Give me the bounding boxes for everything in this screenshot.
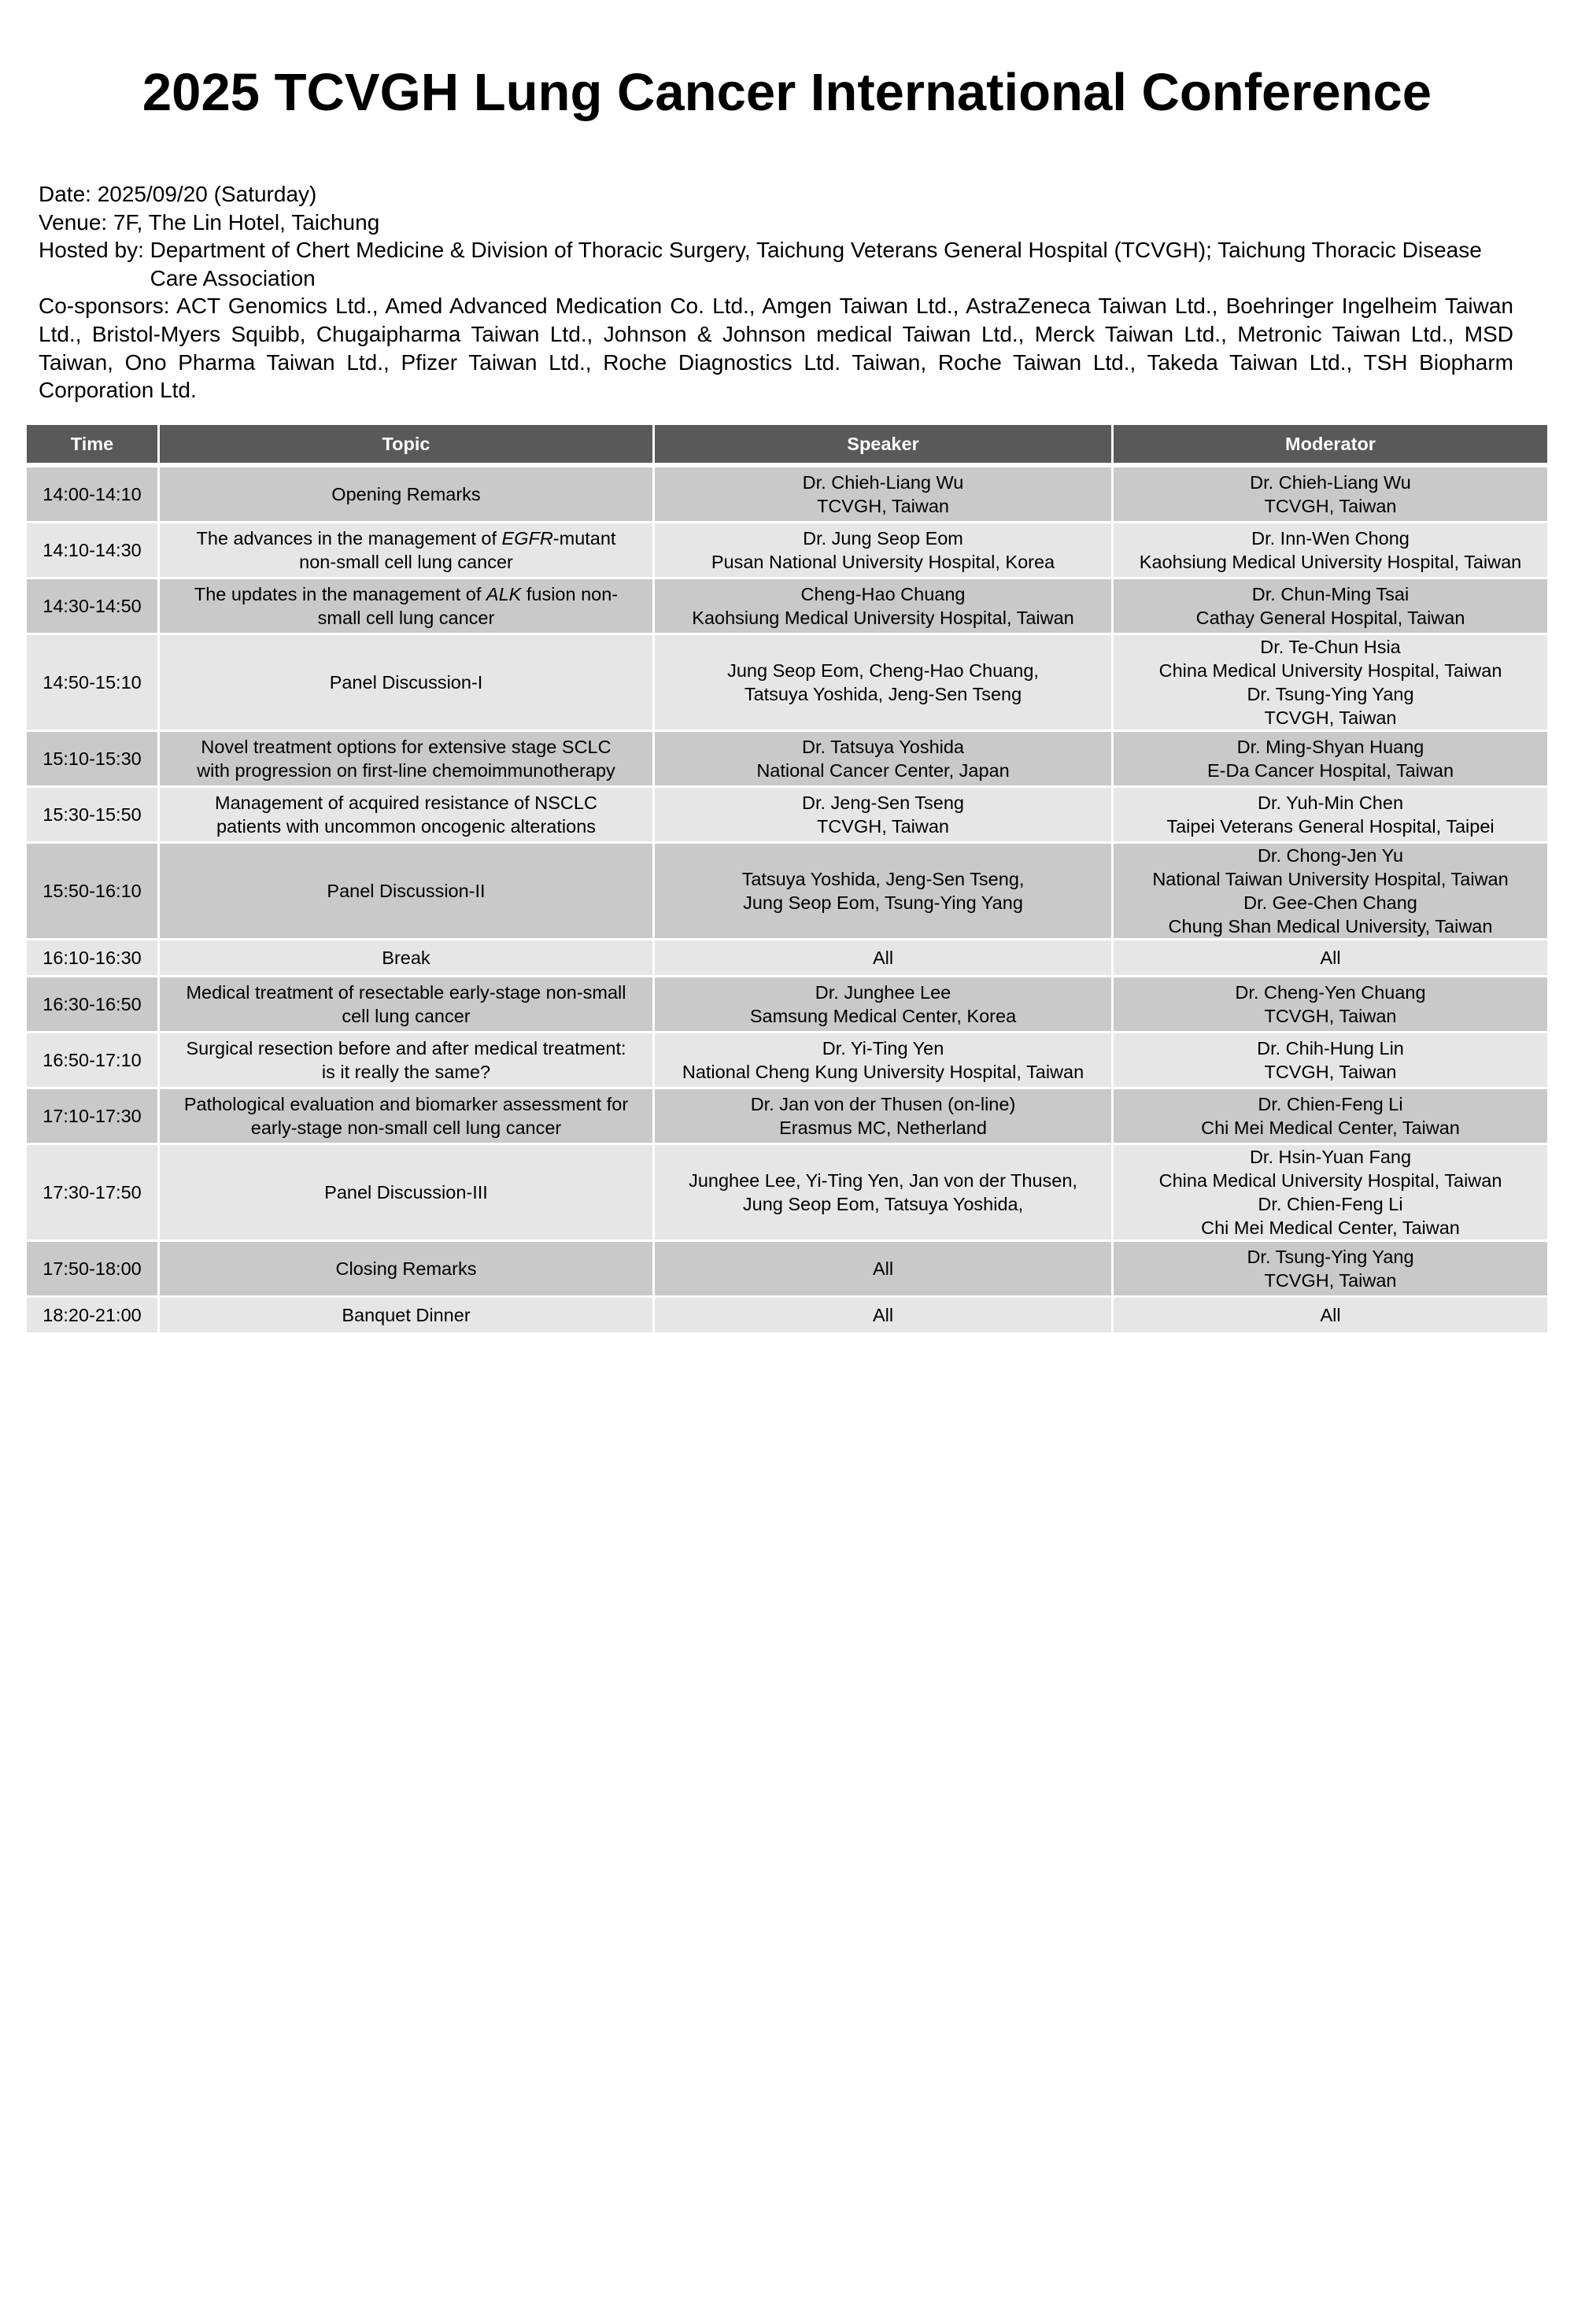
moderator-line: Dr. Te-Chun Hsia xyxy=(1260,637,1401,657)
topic-cell xyxy=(160,465,655,521)
speaker-cell xyxy=(655,1031,1114,1087)
table-row xyxy=(27,1240,1547,1295)
speaker-line: Erasmus MC, Netherland xyxy=(779,1118,987,1138)
topic-text: The advances in the management of xyxy=(196,528,502,549)
moderator-line: China Medical University Hospital, Taiwan xyxy=(1158,1170,1502,1191)
moderator-cell xyxy=(1114,465,1547,521)
agenda-table xyxy=(27,425,1547,1332)
topic-text: Break xyxy=(382,948,430,968)
moderator-cell xyxy=(1114,730,1547,785)
topic-cell xyxy=(160,577,655,633)
moderator-cell xyxy=(1114,1087,1547,1143)
topic-text: Panel Discussion-III xyxy=(324,1182,488,1203)
moderator-cell xyxy=(1114,785,1547,841)
topic-cell xyxy=(160,1087,655,1143)
topic-text: early-stage non-small cell lung cancer xyxy=(250,1118,562,1138)
moderator-line: Dr. Chieh-Liang Wu xyxy=(1250,472,1411,493)
speaker-line: All xyxy=(872,1305,894,1325)
speaker-line: Dr. Jeng-Sen Tseng xyxy=(802,793,964,813)
moderator-cell xyxy=(1114,1143,1547,1240)
topic-text: with progression on first-line chemoimmunotherapy xyxy=(197,760,615,781)
moderator-line: Dr. Ming-Shyan Huang xyxy=(1236,737,1424,757)
moderator-line: Dr. Chien-Feng Li xyxy=(1258,1094,1403,1114)
event-hosts xyxy=(39,236,1513,292)
table-row xyxy=(27,730,1547,785)
topic-cell xyxy=(160,1240,655,1295)
time-cell: 14:30-14:50 xyxy=(27,577,160,633)
moderator-cell xyxy=(1114,938,1547,975)
time-cell: 15:10-15:30 xyxy=(27,730,160,785)
moderator-line: Dr. Tsung-Ying Yang xyxy=(1247,1247,1414,1267)
moderator-line: Cathay General Hospital, Taiwan xyxy=(1195,608,1465,628)
speaker-cell xyxy=(655,1143,1114,1240)
speaker-cell xyxy=(655,730,1114,785)
speaker-line: Jung Seop Eom, Tsung-Ying Yang xyxy=(743,892,1023,913)
topic-text: Closing Remarks xyxy=(335,1258,477,1279)
header-topic: Topic xyxy=(160,425,655,465)
moderator-line: TCVGH, Taiwan xyxy=(1264,1270,1397,1291)
time-cell: 16:10-16:30 xyxy=(27,938,160,975)
speaker-line: Dr. Jung Seop Eom xyxy=(803,528,963,549)
event-date: Date: 2025/09/20 (Saturday) xyxy=(39,182,317,206)
topic-cell xyxy=(160,1031,655,1087)
topic-cell xyxy=(160,841,655,938)
time-cell: 18:20-21:00 xyxy=(27,1295,160,1332)
moderator-line: Dr. Hsin-Yuan Fang xyxy=(1249,1147,1412,1167)
moderator-line: Dr. Chun-Ming Tsai xyxy=(1251,584,1410,604)
speaker-cell xyxy=(655,633,1114,730)
moderator-line: Kaohsiung Medical University Hospital, Taiwan xyxy=(1139,552,1522,572)
topic-text: small cell lung cancer xyxy=(317,608,495,628)
moderator-cell xyxy=(1114,633,1547,730)
moderator-cell xyxy=(1114,577,1547,633)
table-row xyxy=(27,1031,1547,1087)
time-cell: 14:00-14:10 xyxy=(27,465,160,521)
topic-cell xyxy=(160,938,655,975)
header-speaker: Speaker xyxy=(655,425,1114,465)
moderator-line: TCVGH, Taiwan xyxy=(1264,1006,1397,1026)
moderator-cell xyxy=(1114,1031,1547,1087)
time-cell: 15:30-15:50 xyxy=(27,785,160,841)
agenda-body xyxy=(27,465,1547,1332)
topic-gene-term: ALK xyxy=(486,584,522,604)
speaker-line: TCVGH, Taiwan xyxy=(816,496,950,516)
table-row xyxy=(27,577,1547,633)
moderator-line: TCVGH, Taiwan xyxy=(1264,708,1397,728)
speaker-cell xyxy=(655,938,1114,975)
table-row xyxy=(27,841,1547,938)
speaker-line: Dr. Jan von der Thusen (on-line) xyxy=(750,1094,1016,1114)
page-title: 2025 TCVGH Lung Cancer International Conference xyxy=(142,63,1432,122)
time-cell: 17:10-17:30 xyxy=(27,1087,160,1143)
topic-cell xyxy=(160,785,655,841)
time-cell: 16:30-16:50 xyxy=(27,975,160,1031)
moderator-line: Dr. Chong-Jen Yu xyxy=(1257,845,1404,866)
moderator-cell xyxy=(1114,841,1547,938)
topic-cell xyxy=(160,975,655,1031)
topic-text: Surgical resection before and after medical treatment: xyxy=(186,1038,626,1059)
time-cell: 15:50-16:10 xyxy=(27,841,160,938)
speaker-line: All xyxy=(872,1258,894,1279)
moderator-line: TCVGH, Taiwan xyxy=(1264,496,1397,516)
topic-cell xyxy=(160,633,655,730)
table-row xyxy=(27,465,1547,521)
topic-text: Panel Discussion-II xyxy=(327,881,486,901)
moderator-line: All xyxy=(1320,948,1341,968)
moderator-line: Chi Mei Medical Center, Taiwan xyxy=(1201,1217,1460,1238)
speaker-line: Pusan National University Hospital, Korea xyxy=(711,552,1055,572)
moderator-line: Dr. Cheng-Yen Chuang xyxy=(1235,982,1426,1003)
speaker-cell xyxy=(655,1295,1114,1332)
speaker-cell xyxy=(655,975,1114,1031)
moderator-cell xyxy=(1114,1295,1547,1332)
speaker-line: Tatsuya Yoshida, Jeng-Sen Tseng, xyxy=(741,869,1025,889)
speaker-line: Dr. Chieh-Liang Wu xyxy=(802,472,964,493)
topic-text: -mutant xyxy=(552,528,616,549)
moderator-line: China Medical University Hospital, Taiwan xyxy=(1158,660,1502,681)
speaker-line: Junghee Lee, Yi-Ting Yen, Jan von der Thusen, xyxy=(689,1170,1077,1191)
topic-cell xyxy=(160,730,655,785)
time-cell: 14:50-15:10 xyxy=(27,633,160,730)
speaker-line: TCVGH, Taiwan xyxy=(816,816,950,837)
moderator-line: Dr. Chih-Hung Lin xyxy=(1257,1038,1404,1059)
table-row xyxy=(27,1295,1547,1332)
moderator-line: E-Da Cancer Hospital, Taiwan xyxy=(1206,760,1454,781)
speaker-line: National Cheng Kung University Hospital, Taiwan xyxy=(682,1062,1084,1082)
speaker-line: National Cancer Center, Japan xyxy=(756,760,1010,781)
moderator-line: Dr. Chien-Feng Li xyxy=(1258,1194,1403,1214)
speaker-cell xyxy=(655,841,1114,938)
agenda-header-row xyxy=(27,425,1547,465)
event-venue: Venue: 7F, The Lin Hotel, Taichung xyxy=(39,209,380,235)
header-moderator: Moderator xyxy=(1114,425,1547,465)
topic-text: cell lung cancer xyxy=(342,1006,471,1026)
topic-text: Medical treatment of resectable early-stage non-small xyxy=(186,982,626,1003)
moderator-cell xyxy=(1114,1240,1547,1295)
speaker-cell xyxy=(655,1240,1114,1295)
speaker-line: Cheng-Hao Chuang xyxy=(800,584,966,604)
topic-text: Banquet Dinner xyxy=(342,1305,471,1325)
topic-text: is it really the same? xyxy=(321,1062,491,1082)
event-info xyxy=(39,180,1513,405)
speaker-line: Dr. Tatsuya Yoshida xyxy=(802,737,964,757)
moderator-line: Dr. Gee-Chen Chang xyxy=(1243,892,1417,913)
table-row xyxy=(27,633,1547,730)
moderator-line: Dr. Yuh-Min Chen xyxy=(1257,793,1404,813)
moderator-line: Chung Shan Medical University, Taiwan xyxy=(1168,916,1493,937)
topic-text: Novel treatment options for extensive stage SCLC xyxy=(201,737,611,757)
hosted-label: Hosted by: xyxy=(39,238,150,263)
moderator-line: Chi Mei Medical Center, Taiwan xyxy=(1201,1118,1460,1138)
topic-gene-term: EGFR xyxy=(501,528,553,549)
speaker-cell xyxy=(655,577,1114,633)
moderator-cell xyxy=(1114,975,1547,1031)
speaker-cell xyxy=(655,521,1114,577)
table-row xyxy=(27,1143,1547,1240)
topic-text: fusion non- xyxy=(521,584,619,604)
speaker-line: Jung Seop Eom, Cheng-Hao Chuang, xyxy=(727,660,1039,681)
moderator-line: National Taiwan University Hospital, Taiwan xyxy=(1152,869,1509,889)
moderator-cell xyxy=(1114,521,1547,577)
speaker-line: All xyxy=(872,948,894,968)
moderator-line: Taipei Veterans General Hospital, Taipei xyxy=(1166,816,1495,837)
hosted-value: Department of Chert Medicine & Division of Thoracic Surgery, Taichung Veterans General Hospital (TCVGH); Taichung Thoracic Disease Care Association xyxy=(150,238,1482,290)
topic-cell xyxy=(160,521,655,577)
time-cell: 17:50-18:00 xyxy=(27,1240,160,1295)
topic-text: Opening Remarks xyxy=(331,484,481,504)
speaker-line: Dr. Junghee Lee xyxy=(815,982,951,1003)
topic-text: Management of acquired resistance of NSCLC xyxy=(215,793,597,813)
header-time: Time xyxy=(27,425,160,465)
table-row xyxy=(27,975,1547,1031)
speaker-line: Kaohsiung Medical University Hospital, Taiwan xyxy=(692,608,1074,628)
time-cell: 17:30-17:50 xyxy=(27,1143,160,1240)
topic-cell xyxy=(160,1143,655,1240)
speaker-line: Dr. Yi-Ting Yen xyxy=(822,1038,944,1059)
table-row xyxy=(27,521,1547,577)
moderator-line: TCVGH, Taiwan xyxy=(1264,1062,1397,1082)
speaker-line: Samsung Medical Center, Korea xyxy=(749,1006,1017,1026)
table-row xyxy=(27,1087,1547,1143)
speaker-cell xyxy=(655,785,1114,841)
event-cosponsors: Co-sponsors: ACT Genomics Ltd., Amed Advanced Medication Co. Ltd., Amgen Taiwan Ltd., AstraZeneca Taiwan Ltd., Boehringer Ingelheim Taiwan Ltd., Bristol-Myers Squibb, Chugaipharma Taiwan Ltd., Johnson & Johnson medical Taiwan Ltd., Merck Taiwan Ltd., Metronic Taiwan Ltd., MSD Taiwan, Ono Pharma Taiwan Ltd., Pfizer Taiwan Ltd., Roche Diagnostics Ltd. Taiwan, Roche Taiwan Ltd., Takeda Taiwan Ltd., TSH Biopharm Corporation Ltd. xyxy=(39,294,1513,403)
topic-text: non-small cell lung cancer xyxy=(299,552,513,572)
topic-text: Panel Discussion-I xyxy=(329,672,483,693)
table-row xyxy=(27,938,1547,975)
speaker-cell xyxy=(655,465,1114,521)
topic-text: Pathological evaluation and biomarker assessment for xyxy=(183,1094,629,1114)
speaker-cell xyxy=(655,1087,1114,1143)
topic-cell xyxy=(160,1295,655,1332)
time-cell: 14:10-14:30 xyxy=(27,521,160,577)
moderator-line: Dr. Inn-Wen Chong xyxy=(1251,528,1410,549)
topic-text: The updates in the management of xyxy=(194,584,486,604)
speaker-line: Jung Seop Eom, Tatsuya Yoshida, xyxy=(742,1194,1024,1214)
moderator-line: All xyxy=(1320,1305,1341,1325)
table-row xyxy=(27,785,1547,841)
moderator-line: Dr. Tsung-Ying Yang xyxy=(1247,684,1414,704)
time-cell: 16:50-17:10 xyxy=(27,1031,160,1087)
topic-text: patients with uncommon oncogenic alterations xyxy=(216,816,597,837)
speaker-line: Tatsuya Yoshida, Jeng-Sen Tseng xyxy=(744,684,1022,704)
